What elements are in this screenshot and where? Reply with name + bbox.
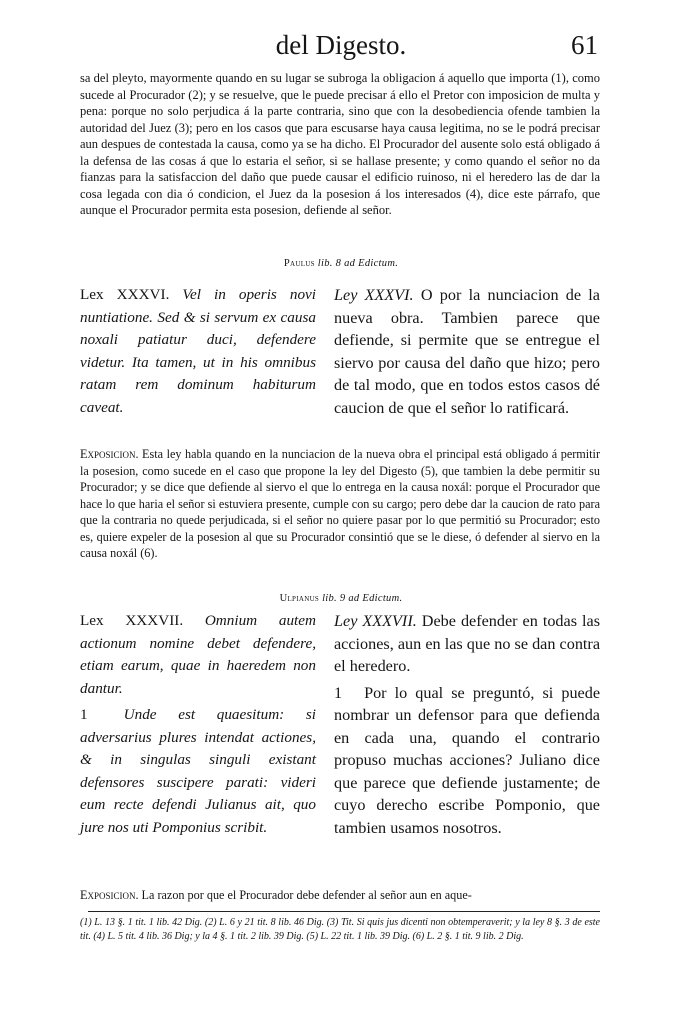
paragraph-text: Por lo qual se preguntó, si puede nombrar un defensor para que defienda en cada una, quando el contrario propuso muchas acciones? Juliano dice que parece que defiende justamente; de cuyo derecho escribe Pomponio, que tambien usamos nosotros. [334,683,601,837]
latin-column-lex-37 [80,610,316,839]
spanish-column-ley-36 [334,284,600,419]
footnote-divider [88,911,600,912]
paragraph-number: 1 [334,683,343,702]
ley-heading: Ley XXXVI. [334,286,414,304]
spanish-column-ley-37 [334,610,600,839]
ley-text: Debe defender en todas las acciones, aun en las que no se dan contra el heredero. [334,612,601,675]
paragraph-number: 1 [80,706,88,723]
source-citation-ulpianus [0,593,682,604]
ley-heading: Ley XXXVII. [334,612,417,630]
lex-37-paragraph-1 [80,704,316,839]
exposicion-label: Exposicion. [80,888,139,902]
lex-heading: Lex XXXVI. [80,286,170,303]
source-citation-paulus [0,258,682,269]
exposicion-paragraph-2 [80,887,600,904]
intro-paragraph: sa del pleyto, mayormente quando en su lugar se subroga la obligacion á aquello que importa (1), como sucede al Procurador (2); y se resuelve, que le puede precisar á ello el Pretor con imposicion de multa y pena: porque no solo perjudica á la parte contraria, sino que con la desobediencia ofende tambien la autoridad del Juez (3); pero en los casos que para escusarse haya causa legitima, no se le podrá precisar aun despues de contestada la causa, como ya se ha dicho. El Procurador del ausente solo está obligado á la defensa de las cosas á que lo estaria el señor, si se hallase presente; y como quando el señor no da fianzas para la satisfaccion del daño que puede causar el edificio ruinoso, ni el heredero las de dar la cosa legada con dia ó condicion, el Juez da la posesion á los interesados (4), dice este párrafo, que aunque el Procurador permita esta posesion, defiende al señor. [80,71,600,217]
exposicion-paragraph-1 [80,446,600,562]
page-number: 61 [571,30,598,60]
ley-37-main [334,610,600,678]
footnotes: (1) L. 13 §. 1 tit. 1 lib. 42 Dig. (2) L. 6 y 21 tit. 8 lib. 46 Dig. (3) Tit. Si quis jus dicenti non obtemperaverit; y la ley 8 §. 3 de este tit. (4) L. 5 tit. 4 lib. 36 Dig; y la 4 §. 1 tit. 2 lib. 39 Dig. (5) L. 22 tit. 1 lib. 39 Dig. (6) L. 2 §. 1 tit. 9 lib. 2 Dig. [80,917,600,942]
source-reference: lib. 8 ad Edictum. [317,258,399,269]
ley-37-paragraph-1 [334,682,600,840]
exposicion-text: Esta ley habla quando en la nunciacion de la nueva obra el principal está obligado á permitir la posesion, como sucede en el caso que propone la ley del Digesto (5), que tambien la debe permitir su Procurador; y se dice que defiende al siervo el que lo entrega en la causa noxál: porque el Procurador que hace lo que haria el señor si estuviera presente, cumple con su cargo; pero debe dar la caucion de rato para que la contraria no quede perjudicada, si el señor no quiere pasar por lo que permitió su Procurador; esto es, quiere expeler de la posesion al que su Procurador consintió que se le diese, ó defender al siervo en la causa noxál (6). [80,447,601,560]
lex-text: Vel in operis novi nuntiatione. Sed & si servum ex causa noxali patiatur duci, defendere videtur. Ita tamen, ut in his omnibus ratam rem dominum habiturum caveat. [80,286,317,416]
source-author: Ulpianus [279,593,320,604]
exposicion-label: Exposicion. [80,447,139,461]
lex-text: Omnium autem actionum nomine debet defendere, etiam earum, quae in haeredem non dantur. [80,612,316,697]
lex-37-main [80,610,316,700]
source-author: Paulus [283,258,315,269]
running-title: del Digesto. [275,30,407,60]
source-reference: lib. 9 ad Edictum. [322,593,403,604]
latin-column-lex-36 [80,284,316,419]
running-head [0,30,682,70]
lex-heading: Lex XXXVII. [80,612,184,629]
ley-text: O por la nunciacion de la nueva obra. Tambien parece que defiende, si permite que se entregue el siervo por causa del daño que hizo; pero de tal modo, que en todos estos casos dé caucion de que el señor lo ratificará. [334,286,600,417]
exposicion-text: La razon por que el Procurador debe defender al señor aun en aque- [141,888,472,902]
paragraph-text: Unde est quaesitum: si adversarius plures intendat actiones, & in singulas singuli existant defensores suscipere parati: videri eum recte defendi Julianus ait, quo jure nos uti Pomponius scribit. [80,706,317,836]
